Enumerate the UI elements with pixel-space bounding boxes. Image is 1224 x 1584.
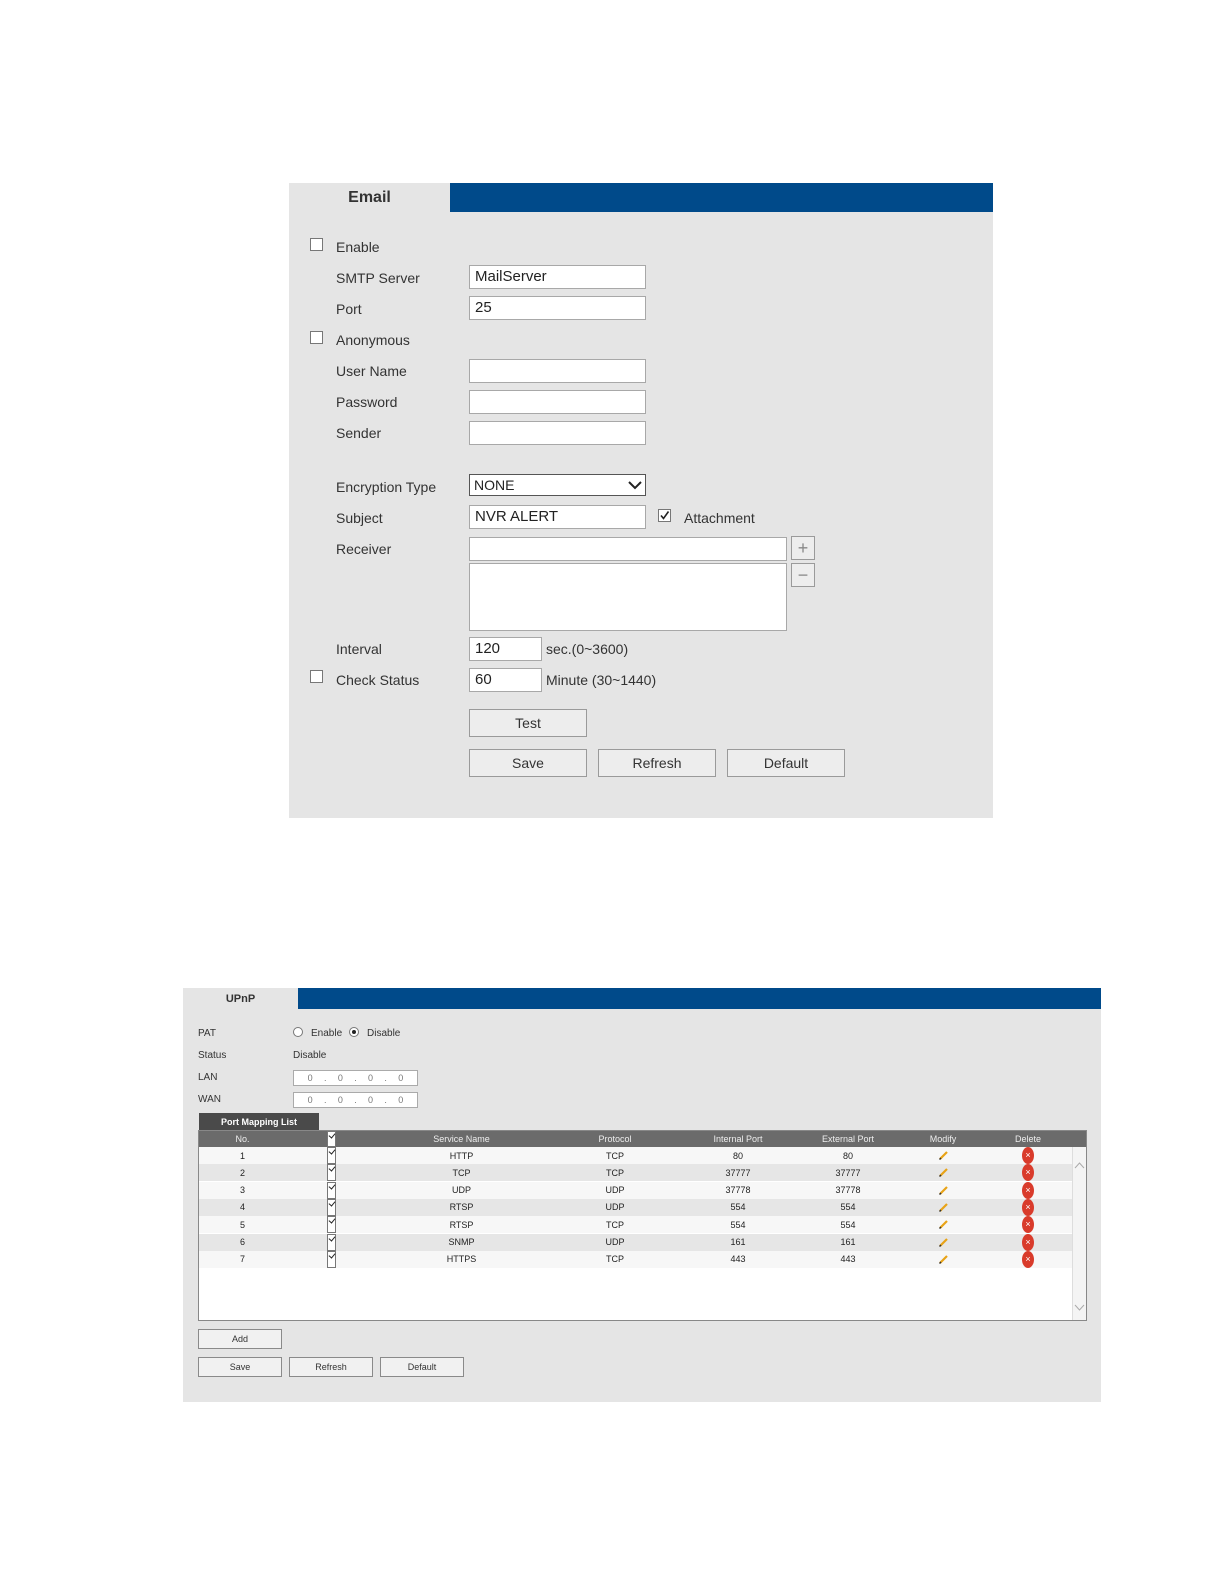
upnp-refresh-button[interactable]: Refresh (289, 1357, 373, 1377)
status-value: Disable (293, 1050, 327, 1061)
cell-internal: 161 (730, 1237, 746, 1247)
save-button[interactable]: Save (469, 749, 587, 777)
cell-internal: 80 (732, 1150, 743, 1161)
pencil-icon[interactable] (938, 1167, 949, 1178)
pencil-icon[interactable] (938, 1185, 949, 1196)
cell-external: 37777 (835, 1167, 861, 1178)
delete-icon[interactable]: × (1022, 1199, 1034, 1216)
delete-icon[interactable]: × (1022, 1234, 1034, 1251)
modify-cell[interactable] (903, 1164, 983, 1181)
column-service-name: Service Name (433, 1134, 490, 1144)
cell-no: 2 (239, 1167, 245, 1178)
refresh-button[interactable]: Refresh (598, 749, 716, 777)
interval-unit: sec.(0~3600) (546, 641, 629, 657)
row-checkbox-cell[interactable] (286, 1147, 376, 1164)
anonymous-checkbox[interactable] (310, 331, 323, 344)
table-row[interactable] (199, 1182, 1073, 1199)
wan-ip-input[interactable]: 0 . 0 . 0 . 0 (293, 1092, 418, 1108)
interval-label: Interval (336, 641, 382, 657)
upnp-default-button[interactable]: Default (380, 1357, 464, 1377)
row-checkbox[interactable] (327, 1216, 336, 1233)
check-status-checkbox[interactable] (310, 670, 323, 683)
minus-icon: − (797, 564, 809, 585)
cell-protocol: TCP (606, 1219, 624, 1230)
test-button[interactable]: Test (469, 709, 587, 737)
email-tab-row (289, 183, 993, 212)
column-protocol: Protocol (598, 1134, 632, 1144)
modify-cell[interactable] (903, 1234, 983, 1251)
row-checkbox[interactable] (327, 1234, 336, 1251)
check-icon (659, 510, 670, 521)
row-checkbox[interactable] (327, 1199, 336, 1216)
cell-protocol: UDP (605, 1185, 625, 1196)
row-checkbox-cell[interactable] (286, 1216, 376, 1233)
attachment-label: Attachment (684, 510, 755, 526)
wan-label: WAN (198, 1094, 221, 1105)
column-no: No. (235, 1134, 250, 1144)
cell-no: 1 (239, 1150, 245, 1161)
row-checkbox-cell[interactable] (286, 1251, 376, 1268)
row-checkbox[interactable] (327, 1182, 336, 1199)
pencil-icon[interactable] (938, 1219, 949, 1230)
upnp-panel (183, 988, 1101, 1402)
encryption-type-select[interactable] (469, 474, 646, 496)
cell-internal: 443 (730, 1254, 746, 1265)
cell-protocol: UDP (605, 1237, 625, 1247)
modify-cell[interactable] (903, 1199, 983, 1216)
cell-protocol: TCP (606, 1150, 624, 1161)
check-status-input[interactable]: 60 (469, 668, 542, 692)
cell-protocol: TCP (606, 1254, 624, 1265)
pat-label: PAT (198, 1028, 216, 1039)
pat-enable-label: Enable (311, 1028, 343, 1039)
cell-internal: 554 (730, 1219, 746, 1230)
sender-input[interactable] (469, 421, 646, 445)
cell-internal: 37777 (725, 1167, 751, 1178)
receiver-input[interactable] (469, 537, 787, 561)
lan-ip-input[interactable]: 0 . 0 . 0 . 0 (293, 1070, 418, 1086)
table-row[interactable] (199, 1199, 1073, 1216)
subject-label: Subject (336, 510, 383, 526)
interval-input[interactable]: 120 (469, 637, 542, 661)
row-checkbox[interactable] (327, 1147, 336, 1164)
upnp-save-button[interactable]: Save (198, 1357, 282, 1377)
cell-no: 5 (239, 1219, 245, 1230)
cell-no: 6 (239, 1237, 245, 1247)
cell-service: TCP (452, 1167, 471, 1178)
pencil-icon[interactable] (938, 1150, 949, 1161)
attachment-checkbox[interactable] (658, 509, 671, 522)
cell-internal: 554 (730, 1202, 746, 1213)
cell-service: RTSP (449, 1202, 474, 1213)
port-label: Port (336, 301, 362, 317)
anonymous-label: Anonymous (336, 332, 410, 348)
delete-cell[interactable] (983, 1251, 1073, 1268)
check-status-unit: Minute (30~1440) (546, 672, 657, 688)
smtp-server-input[interactable]: MailServer (469, 265, 646, 289)
delete-icon[interactable]: × (1022, 1251, 1034, 1268)
delete-cell[interactable] (983, 1182, 1073, 1199)
port-mapping-table (198, 1130, 1087, 1321)
pat-disable-label: Disable (367, 1028, 401, 1039)
delete-icon[interactable]: × (1022, 1147, 1034, 1164)
port-mapping-list-tab[interactable]: Port Mapping List (199, 1113, 319, 1130)
cell-protocol: TCP (606, 1167, 624, 1178)
scroll-down-icon[interactable] (1074, 1304, 1085, 1312)
pat-enable-radio[interactable] (293, 1027, 303, 1037)
cell-external: 80 (842, 1150, 853, 1161)
row-checkbox-cell[interactable] (286, 1234, 376, 1251)
encryption-type-label: Encryption Type (336, 479, 437, 495)
username-label: User Name (336, 363, 407, 379)
cell-internal: 37778 (725, 1185, 751, 1196)
table-row[interactable] (199, 1164, 1073, 1181)
cell-protocol: UDP (605, 1202, 625, 1213)
table-row[interactable] (199, 1216, 1073, 1233)
username-input[interactable] (469, 359, 646, 383)
cell-service: UDP (451, 1185, 471, 1196)
cell-service: SNMP (448, 1237, 475, 1247)
row-checkbox-cell[interactable] (286, 1182, 376, 1199)
cell-service: HTTP (449, 1150, 474, 1161)
modify-cell[interactable] (903, 1182, 983, 1199)
delete-cell[interactable] (983, 1234, 1073, 1251)
column-modify: Modify (929, 1134, 957, 1144)
tab-email[interactable]: Email (289, 183, 450, 212)
cell-external: 554 (840, 1202, 856, 1213)
password-input[interactable] (469, 390, 646, 414)
plus-icon: + (797, 537, 809, 558)
cell-no: 3 (239, 1185, 245, 1196)
receiver-label: Receiver (336, 541, 392, 557)
cell-no: 7 (239, 1254, 245, 1265)
column-external-port: External Port (821, 1134, 875, 1144)
pat-disable-radio[interactable] (349, 1027, 359, 1037)
delete-cell[interactable] (983, 1147, 1073, 1164)
modify-cell[interactable] (903, 1216, 983, 1233)
pencil-icon[interactable] (938, 1254, 949, 1265)
cell-service: RTSP (449, 1219, 474, 1230)
lan-label: LAN (198, 1072, 218, 1083)
modify-cell[interactable] (903, 1147, 983, 1164)
delete-icon[interactable]: × (1022, 1164, 1034, 1181)
row-checkbox[interactable] (327, 1164, 336, 1181)
table-header (199, 1131, 1086, 1147)
add-button[interactable]: Add (198, 1329, 282, 1349)
table-row[interactable] (199, 1234, 1073, 1251)
port-input[interactable]: 25 (469, 296, 646, 320)
modify-cell[interactable] (903, 1251, 983, 1268)
sender-label: Sender (336, 425, 382, 441)
default-button[interactable]: Default (727, 749, 845, 777)
select-all-checkbox[interactable] (327, 1131, 336, 1147)
delete-icon[interactable]: × (1022, 1182, 1034, 1199)
column-delete: Delete (1014, 1134, 1041, 1144)
cell-service: HTTPS (446, 1254, 477, 1265)
cell-external: 161 (840, 1237, 856, 1247)
encryption-type-value: NONE (474, 477, 515, 493)
pencil-icon[interactable] (938, 1237, 949, 1248)
column-internal-port: Internal Port (713, 1134, 763, 1144)
row-checkbox-cell[interactable] (286, 1164, 376, 1181)
cell-external: 554 (840, 1219, 856, 1230)
upnp-tab-row (183, 988, 1101, 1009)
delete-cell[interactable] (983, 1199, 1073, 1216)
table-row[interactable] (199, 1147, 1073, 1164)
receiver-list[interactable] (469, 563, 787, 631)
enable-label: Enable (336, 239, 380, 255)
password-label: Password (336, 394, 398, 410)
pencil-icon[interactable] (938, 1202, 949, 1213)
tab-bar (450, 183, 993, 212)
cell-external: 37778 (835, 1185, 861, 1196)
row-checkbox[interactable] (327, 1251, 336, 1268)
column-select-all[interactable] (286, 1131, 376, 1147)
enable-checkbox[interactable] (310, 238, 323, 251)
delete-cell[interactable] (983, 1216, 1073, 1233)
cell-no: 4 (239, 1202, 245, 1213)
check-status-label: Check Status (336, 672, 420, 688)
tab-upnp[interactable]: UPnP (183, 988, 298, 1009)
tab-bar (298, 988, 1101, 1009)
smtp-server-label: SMTP Server (336, 270, 420, 286)
scroll-up-icon[interactable] (1074, 1161, 1085, 1169)
table-scrollbar[interactable] (1072, 1147, 1086, 1320)
remove-receiver-button[interactable] (791, 563, 815, 587)
row-checkbox-cell[interactable] (286, 1199, 376, 1216)
subject-input[interactable]: NVR ALERT (469, 505, 646, 529)
table-row[interactable] (199, 1251, 1073, 1268)
cell-external: 443 (840, 1254, 856, 1265)
email-panel (289, 183, 993, 818)
chevron-down-icon (628, 480, 642, 490)
delete-cell[interactable] (983, 1164, 1073, 1181)
add-receiver-button[interactable] (791, 536, 815, 560)
status-label: Status (198, 1050, 227, 1061)
delete-icon[interactable]: × (1022, 1216, 1034, 1233)
